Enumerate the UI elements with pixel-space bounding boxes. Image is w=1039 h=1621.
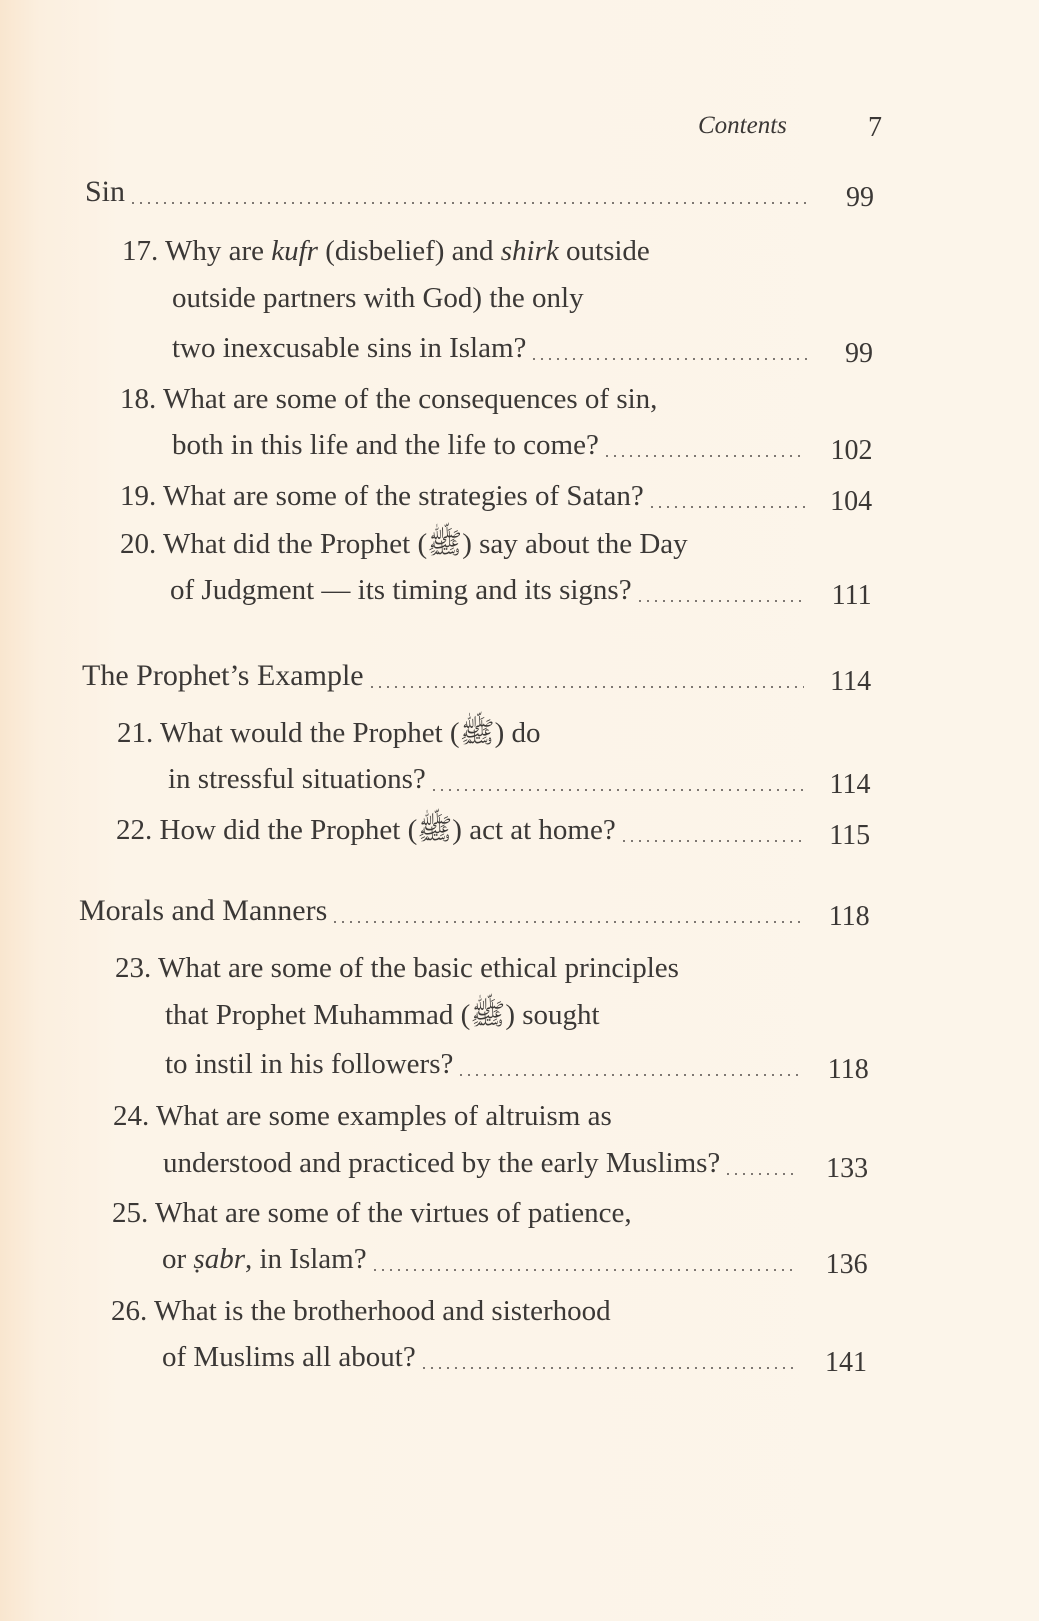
text-segment: to instil in his followers? xyxy=(165,1048,454,1080)
toc-entry-line xyxy=(117,715,541,751)
toc-entry-line xyxy=(172,330,807,366)
text-segment: 24. What are some examples of altruism as xyxy=(113,1100,612,1132)
dot-leader xyxy=(331,893,801,929)
text-segment: that Prophet Muhammad (ﷺ) sought xyxy=(165,999,600,1031)
toc-entry-text xyxy=(117,715,541,751)
toc-entry-text xyxy=(122,233,650,269)
toc-entry-text xyxy=(115,950,679,986)
text-segment: in stressful situations? xyxy=(168,763,426,795)
text-segment: 25. What are some of the virtues of patience, xyxy=(112,1197,632,1229)
text-segment: understood and practiced by the early Muslims? xyxy=(163,1147,721,1179)
text-segment: outside xyxy=(558,235,650,267)
text-segment: Morals and Manners xyxy=(79,894,328,927)
toc-entry-text xyxy=(85,174,125,210)
toc-page-number: 118 xyxy=(827,1054,869,1085)
text-segment: 18. What are some of the consequences of sin, xyxy=(120,383,658,415)
toc-section-heading xyxy=(85,174,808,210)
toc-section-heading xyxy=(82,658,804,694)
text-segment: two inexcusable sins in Islam? xyxy=(172,332,527,364)
toc-entry-text xyxy=(165,997,600,1033)
toc-page-number: 133 xyxy=(826,1153,869,1184)
toc-entry-text xyxy=(172,280,584,316)
text-segment: 21. What would the Prophet (ﷺ) do xyxy=(117,717,541,749)
text-segment: of Muslims all about? xyxy=(162,1341,416,1373)
toc-page-number: 118 xyxy=(828,901,870,932)
text-segment: outside partners with God) the only xyxy=(172,282,584,314)
toc-entry-line xyxy=(122,233,650,269)
toc-entry-line xyxy=(112,1195,632,1231)
dot-leader xyxy=(368,658,804,694)
dot-leader xyxy=(420,1339,798,1375)
toc-page-number: 141 xyxy=(824,1347,867,1378)
dot-leader xyxy=(129,174,808,210)
toc-entry-line xyxy=(172,280,584,316)
toc-entry-line xyxy=(120,381,657,417)
toc-entry-line xyxy=(170,572,804,608)
dot-leader xyxy=(620,812,803,848)
dot-leader xyxy=(724,1145,799,1181)
toc-entry-text xyxy=(163,1145,720,1181)
italic-term: shirk xyxy=(500,235,559,267)
running-header-title: Contents xyxy=(698,112,787,139)
toc-entry-text xyxy=(116,812,616,848)
dot-leader xyxy=(430,761,803,797)
toc-entry-line xyxy=(163,1145,799,1181)
toc-entry-line xyxy=(168,761,803,797)
dot-leader xyxy=(636,572,805,608)
toc-entry-text xyxy=(79,893,327,929)
toc-entry-line xyxy=(116,812,802,848)
toc-page-number: 115 xyxy=(829,820,871,851)
text-segment: 26. What is the brotherhood and sisterhood xyxy=(111,1295,611,1327)
toc-page-number: 104 xyxy=(830,486,873,517)
toc-page-number: 99 xyxy=(845,182,874,213)
text-segment: , in Islam? xyxy=(245,1243,367,1275)
toc-page-number: 136 xyxy=(825,1249,868,1280)
toc-entry-text xyxy=(120,381,657,417)
toc-page-number: 99 xyxy=(845,338,874,369)
toc-entry-line xyxy=(120,478,805,514)
toc-entry-text xyxy=(170,572,632,608)
toc-entry-line xyxy=(162,1241,798,1277)
toc-entry-text xyxy=(111,1293,611,1329)
toc-entry-line xyxy=(172,427,806,463)
dot-leader xyxy=(648,478,806,514)
text-segment: 20. What did the Prophet (ﷺ) say about the Day xyxy=(120,528,688,560)
toc-entry-text xyxy=(172,330,526,366)
text-segment: 17. Why are xyxy=(122,235,272,267)
text-segment: or xyxy=(162,1243,194,1275)
toc-entry-line xyxy=(113,1098,612,1134)
toc-entry-text xyxy=(162,1339,416,1375)
toc-page-number: 114 xyxy=(829,769,871,800)
toc-entry-text xyxy=(120,526,688,562)
toc-entry-text xyxy=(120,478,644,514)
dot-leader xyxy=(457,1046,800,1082)
toc-page-number: 114 xyxy=(830,666,872,697)
toc-page-number: 111 xyxy=(831,580,872,611)
toc-entry-text xyxy=(172,427,599,463)
toc-entry-line xyxy=(162,1339,797,1375)
text-segment: of Judgment — its timing and its signs? xyxy=(170,574,632,606)
toc-entry-text xyxy=(165,1046,453,1082)
toc-entry-text xyxy=(82,658,364,694)
text-segment: both in this life and the life to come? xyxy=(172,429,599,461)
italic-term: kufr xyxy=(271,235,318,267)
toc-entry-text xyxy=(113,1098,612,1134)
toc-entry-line xyxy=(165,997,600,1033)
text-segment: 19. What are some of the strategies of Satan? xyxy=(120,480,644,512)
text-segment: (disbelief) and xyxy=(317,235,501,267)
dot-leader xyxy=(530,330,806,366)
dot-leader xyxy=(603,427,806,463)
toc-entry-line xyxy=(115,950,679,986)
text-segment: The Prophet’s Example xyxy=(82,659,364,692)
text-segment: 23. What are some of the basic ethical principles xyxy=(115,952,679,984)
toc-entry-line xyxy=(120,526,688,562)
toc-entry-line xyxy=(165,1046,800,1082)
toc-entry-text xyxy=(168,761,426,797)
running-header-page-number: 7 xyxy=(868,112,882,143)
toc-page-number: 102 xyxy=(830,435,873,466)
toc-entry-text xyxy=(112,1195,632,1231)
toc-entry-text xyxy=(162,1241,367,1277)
text-segment: Sin xyxy=(85,175,126,208)
text-segment: 22. How did the Prophet (ﷺ) act at home? xyxy=(116,814,616,846)
italic-term: ṣabr xyxy=(193,1243,245,1275)
toc-section-heading xyxy=(79,893,802,929)
dot-leader xyxy=(371,1241,799,1277)
toc-entry-line xyxy=(111,1293,611,1329)
